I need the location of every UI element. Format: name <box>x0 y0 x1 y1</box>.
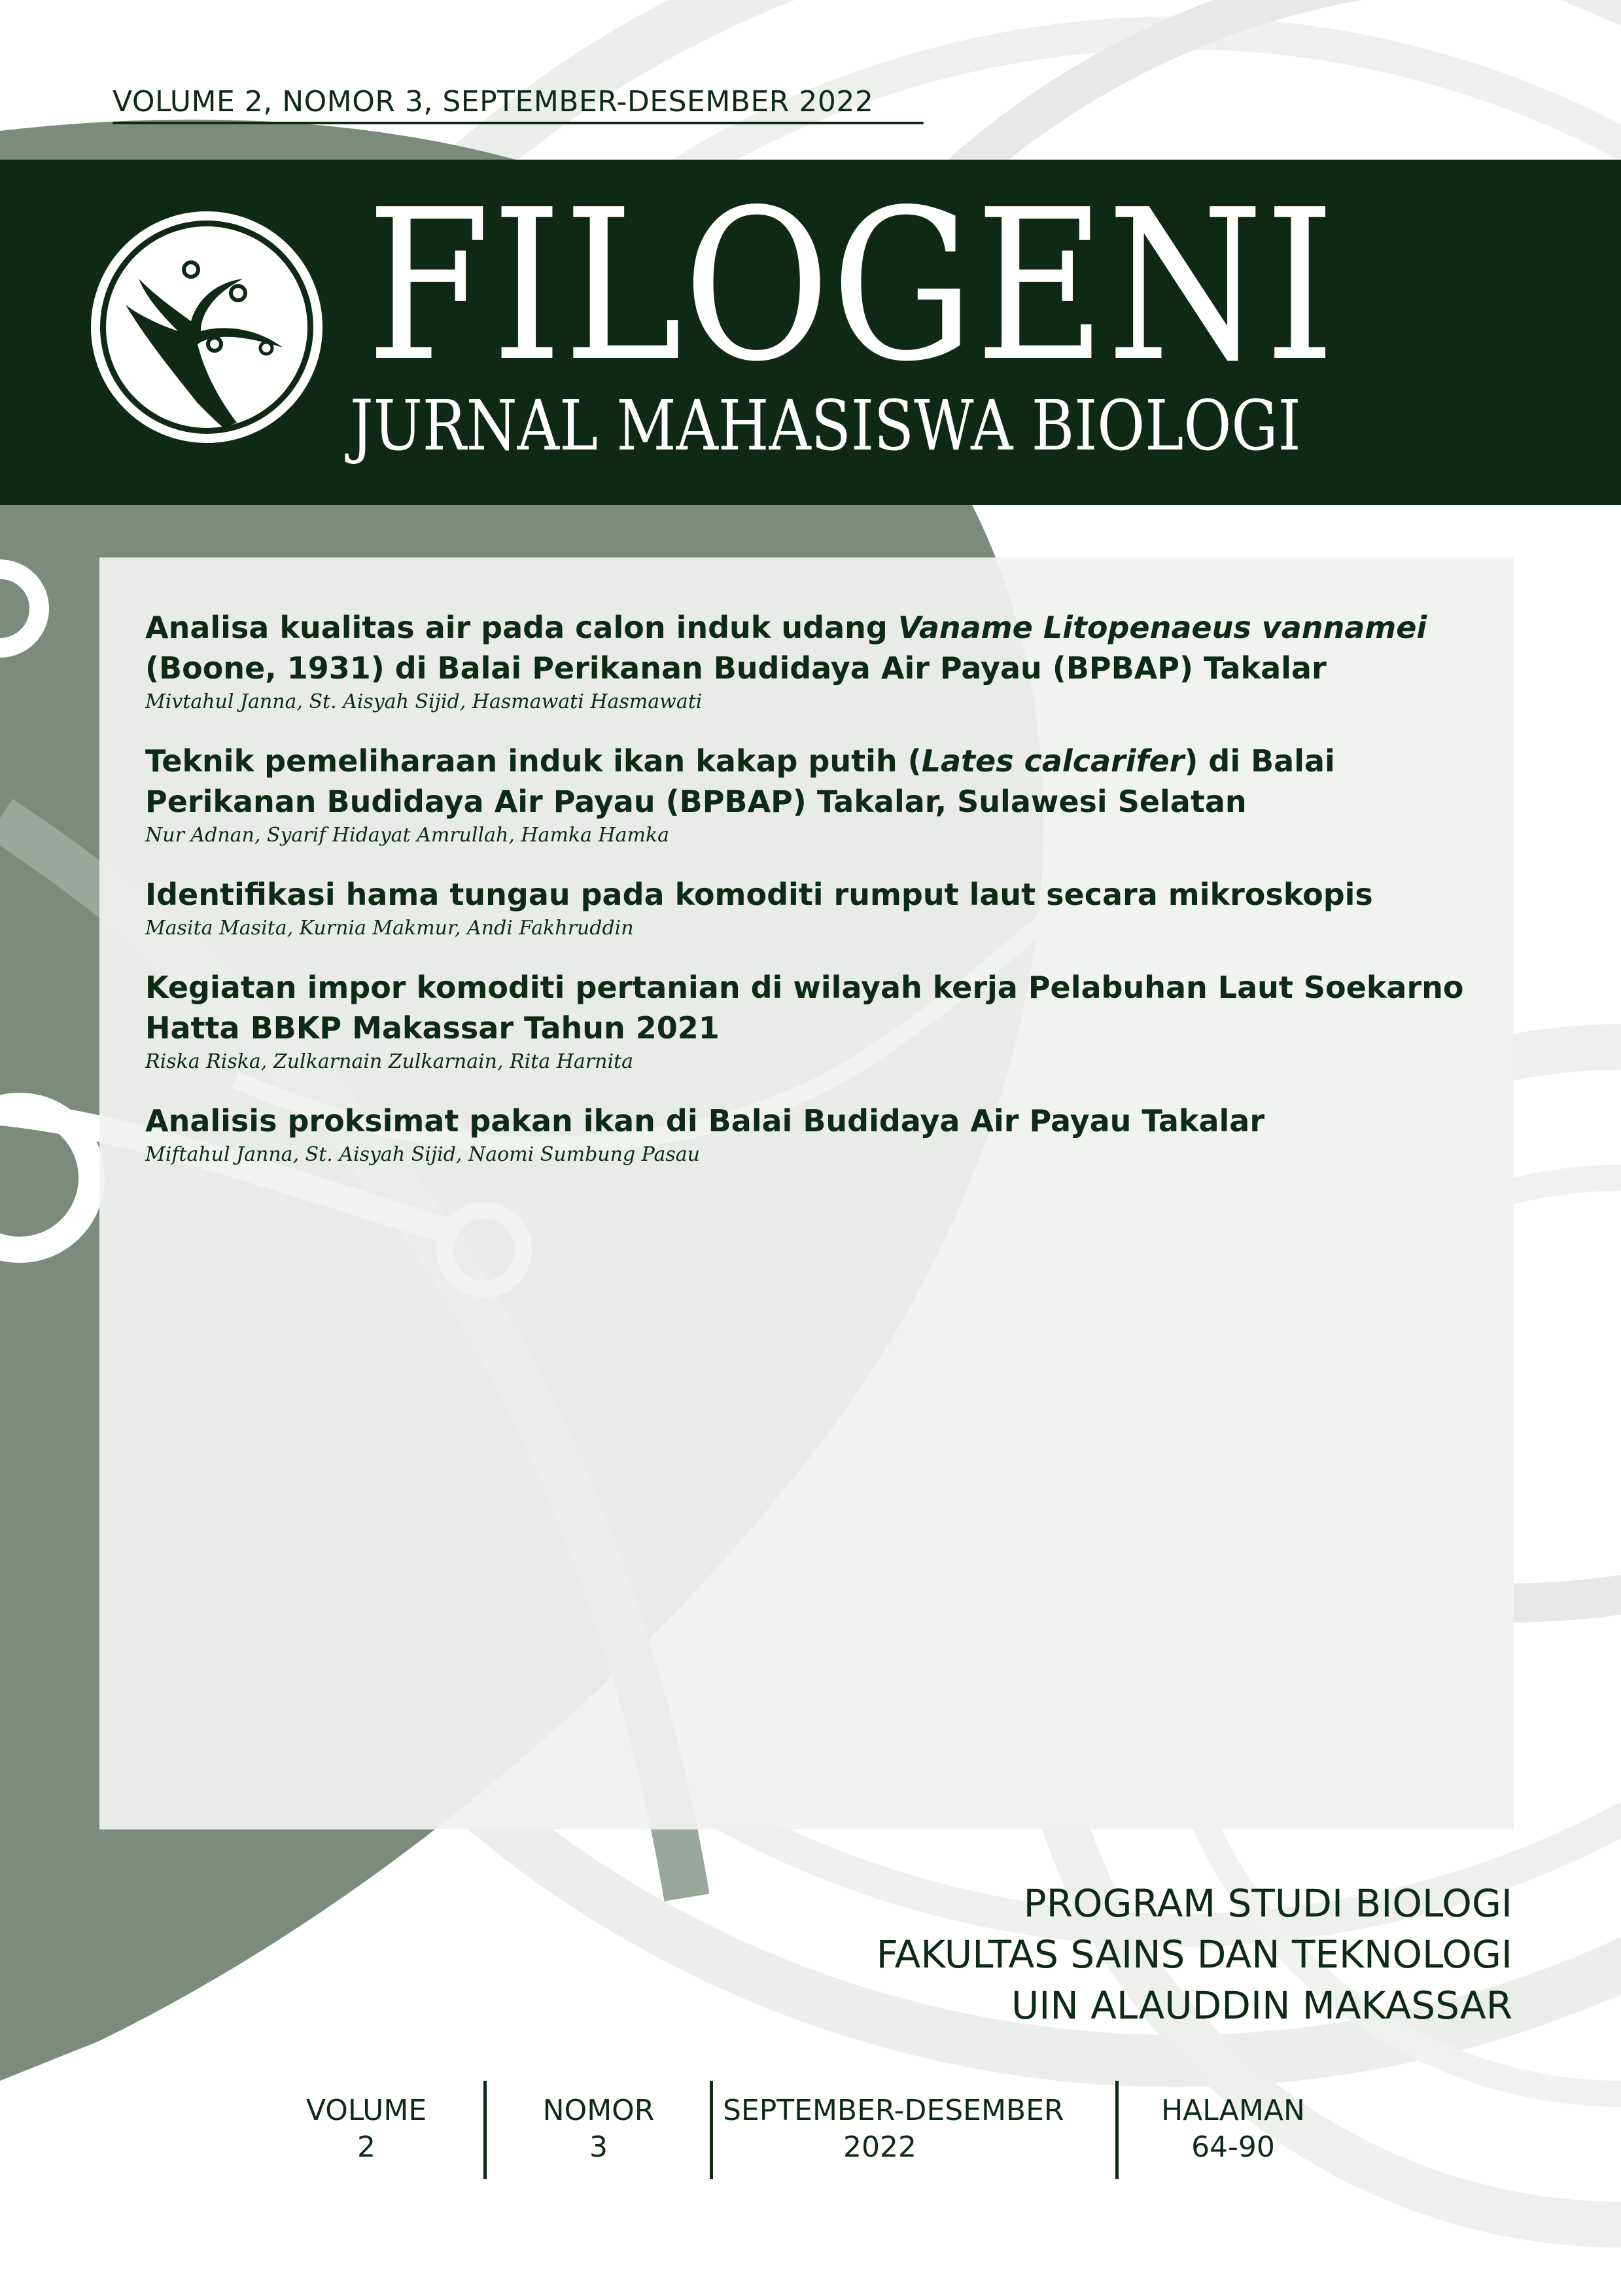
footer-volume-value: 2 <box>357 2130 375 2164</box>
article-item <box>145 874 1493 941</box>
article-title: Kegiatan impor komoditi pertanian di wilayah kerja Pelabuhan Laut Soekarno Hatta BBKP Makassar Tahun 2021 <box>145 970 1464 1046</box>
journal-title: FILOGENI <box>366 165 1336 407</box>
footer-period-value: 2022 <box>843 2130 916 2164</box>
footer-divider <box>710 2081 713 2179</box>
footer-volume <box>301 2093 432 2166</box>
footer-divider <box>483 2081 487 2179</box>
article-title: Identifikasi hama tungau pada komoditi rumput laut secara mikroskopis <box>145 877 1373 912</box>
article-title: Analisa kualitas air pada calon induk udang Vaname Litopenaeus vannamei (Boone, 1931) di Balai Perikanan Budidaya Air Payau (BPBAP) Takalar <box>145 610 1427 686</box>
footer-period <box>723 2093 1064 2166</box>
article-title: Teknik pemeliharaan induk ikan kakap putih (Lates calcarifer) di Balai Perikanan Budidaya Air Payau (BPBAP) Takalar, Sulawesi Selatan <box>145 743 1335 819</box>
institution-faculty: FAKULTAS SAINS DAN TEKNOLOGI <box>876 1932 1512 1977</box>
footer-pages <box>1142 2093 1325 2166</box>
footer-nomor-value: 3 <box>589 2130 608 2164</box>
footer-period-label: SEPTEMBER-DESEMBER <box>723 2094 1064 2127</box>
volume-issue-line: VOLUME 2, NOMOR 3, SEPTEMBER-DESEMBER 2022 <box>113 85 874 118</box>
article-item <box>145 607 1493 715</box>
journal-subtitle: JURNAL MAHASISWA BIOLOGI <box>350 385 1301 466</box>
article-authors: Mivtahul Janna, St. Aisyah Sijid, Hasmawati Hasmawati <box>145 690 703 713</box>
institution-program: PROGRAM STUDI BIOLOGI <box>1023 1881 1512 1926</box>
institution-block <box>877 1878 1512 2031</box>
footer-volume-label: VOLUME <box>305 2094 427 2127</box>
footer-nomor-label: NOMOR <box>542 2094 655 2127</box>
article-authors: Riska Riska, Zulkarnain Zulkarnain, Rita Harnita <box>145 1050 633 1073</box>
article-authors: Miftahul Janna, St. Aisyah Sijid, Naomi Sumbung Pasau <box>145 1143 700 1166</box>
article-authors: Nur Adnan, Syarif Hidayat Amrullah, Hamka Hamka <box>145 824 670 847</box>
article-list <box>145 607 1493 1193</box>
institution-university: UIN ALAUDDIN MAKASSAR <box>1011 1983 1512 2028</box>
article-title: Analisis proksimat pakan ikan di Balai Budidaya Air Payau Takalar <box>145 1103 1265 1139</box>
article-item <box>145 741 1493 848</box>
article-item <box>145 967 1493 1074</box>
footer-nomor <box>533 2093 664 2166</box>
journal-logo-tree-icon <box>86 207 327 448</box>
article-authors: Masita Masita, Kurnia Makmur, Andi Fakhruddin <box>145 917 634 940</box>
volume-underline <box>113 122 924 124</box>
footer-pages-label: HALAMAN <box>1161 2094 1305 2127</box>
footer-pages-value: 64-90 <box>1191 2130 1275 2164</box>
footer-divider <box>1115 2081 1119 2179</box>
article-item <box>145 1101 1493 1167</box>
